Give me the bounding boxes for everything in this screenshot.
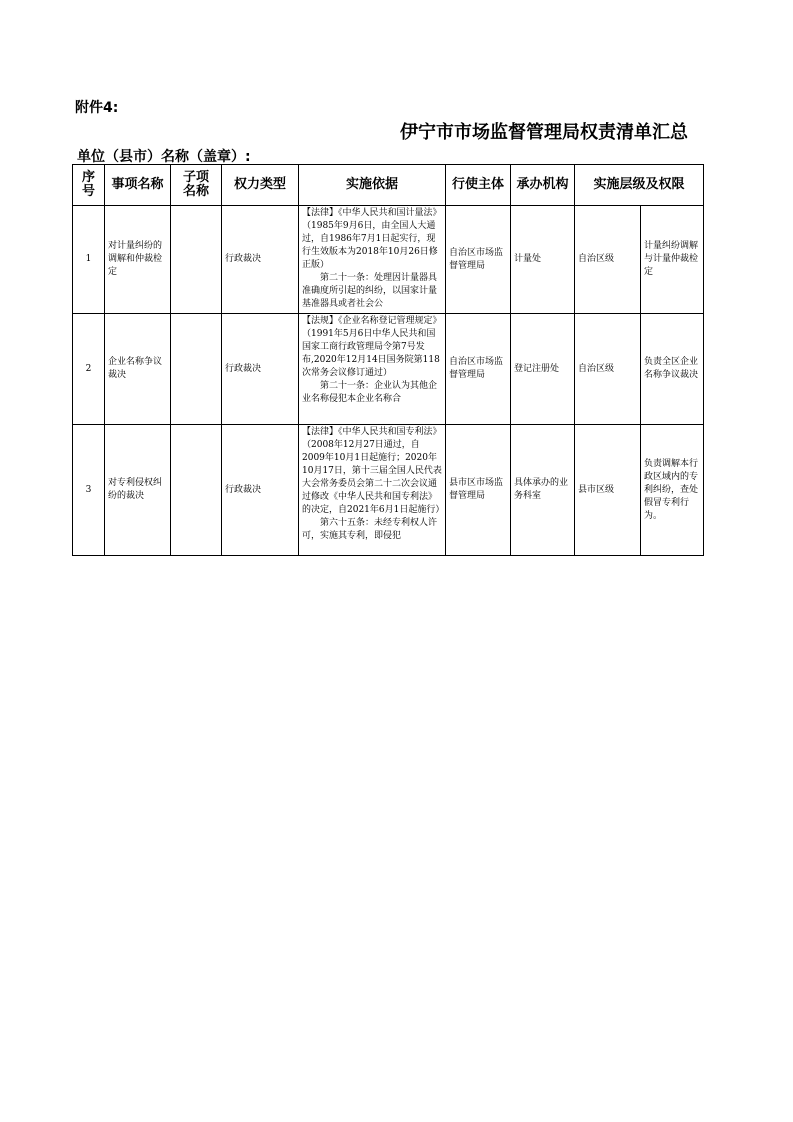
header-level: 实施层级及权限	[575, 165, 704, 206]
table-row	[73, 206, 704, 314]
row-authority: 负责调解本行政区域内的专利纠纷，查处假冒专利行为。	[641, 425, 704, 556]
row-item: 对计量纠纷的调解和仲裁检定	[105, 206, 171, 314]
unit-label: 单位（县市）名称（盖章）:	[77, 149, 251, 165]
header-basis: 实施依据	[299, 165, 446, 206]
row-type: 行政裁决	[222, 314, 299, 425]
row-item: 对专利侵权纠纷的裁决	[105, 425, 171, 556]
row-authority: 计量纠纷调解与计量仲裁检定	[641, 206, 704, 314]
document-title: 伊宁市市场监督管理局权责清单汇总	[400, 122, 688, 143]
row-subject: 县市区市场监督管理局	[446, 425, 511, 556]
row-level: 自治区级	[575, 314, 641, 425]
header-item: 事项名称	[105, 165, 171, 206]
header-org: 承办机构	[511, 165, 575, 206]
table-row	[73, 314, 704, 425]
row-no: 2	[73, 314, 105, 425]
row-subject: 自治区市场监督管理局	[446, 314, 511, 425]
row-subitem	[171, 314, 222, 425]
table-header-row	[73, 165, 704, 206]
basis-text: 【法律】《中华人民共和国计量法》（1985年9月6日，由全国人大通过，自1986年7月1日起实行，现行生效版本为2018年10月26日修正版）	[302, 208, 442, 270]
row-no: 1	[73, 206, 105, 314]
table-row	[73, 425, 704, 556]
row-org: 具体承办的业务科室	[511, 425, 575, 556]
row-subitem	[171, 425, 222, 556]
header-type: 权力类型	[222, 165, 299, 206]
row-subject: 自治区市场监督管理局	[446, 206, 511, 314]
basis-article: 第二十一条：企业认为其他企业名称侵犯本企业名称合	[302, 381, 438, 404]
basis-text: 【法规】《企业名称登记管理规定》（1991年5月6日中华人民共和国国家工商行政管理局令第7号发布,2020年12月14日国务院第118次常务会议修订通过）	[302, 316, 442, 378]
header-subitem: 子项名称	[171, 165, 222, 206]
header-subject: 行使主体	[446, 165, 511, 206]
header-no: 序号	[73, 165, 105, 206]
row-authority: 负责全区企业名称争议裁决	[641, 314, 704, 425]
basis-article: 第六十五条：未经专利权人许可，实施其专利，即侵犯	[302, 518, 438, 541]
row-type: 行政裁决	[222, 206, 299, 314]
row-basis	[299, 206, 446, 314]
row-subitem	[171, 206, 222, 314]
row-level: 县市区级	[575, 425, 641, 556]
row-no: 3	[73, 425, 105, 556]
basis-text: 【法律】《中华人民共和国专利法》（2008年12月27日通过，自2009年10月1日起施行；2020年10月17日，第十三届全国人民代表大会常务委员会第二十二次会议通过修改《中华人民共和国专利法》的决定，自2021年6月1日起施行）	[302, 427, 445, 515]
row-org: 登记注册处	[511, 314, 575, 425]
attachment-label: 附件4:	[75, 100, 119, 116]
basis-article: 第二十一条：处理因计量器具准确度所引起的纠纷，以国家计量基准器具或者社会公	[302, 273, 438, 309]
responsibility-table	[72, 164, 704, 556]
row-basis	[299, 425, 446, 556]
row-org: 计量处	[511, 206, 575, 314]
row-item: 企业名称争议裁决	[105, 314, 171, 425]
row-basis	[299, 314, 446, 425]
row-type: 行政裁决	[222, 425, 299, 556]
row-level: 自治区级	[575, 206, 641, 314]
